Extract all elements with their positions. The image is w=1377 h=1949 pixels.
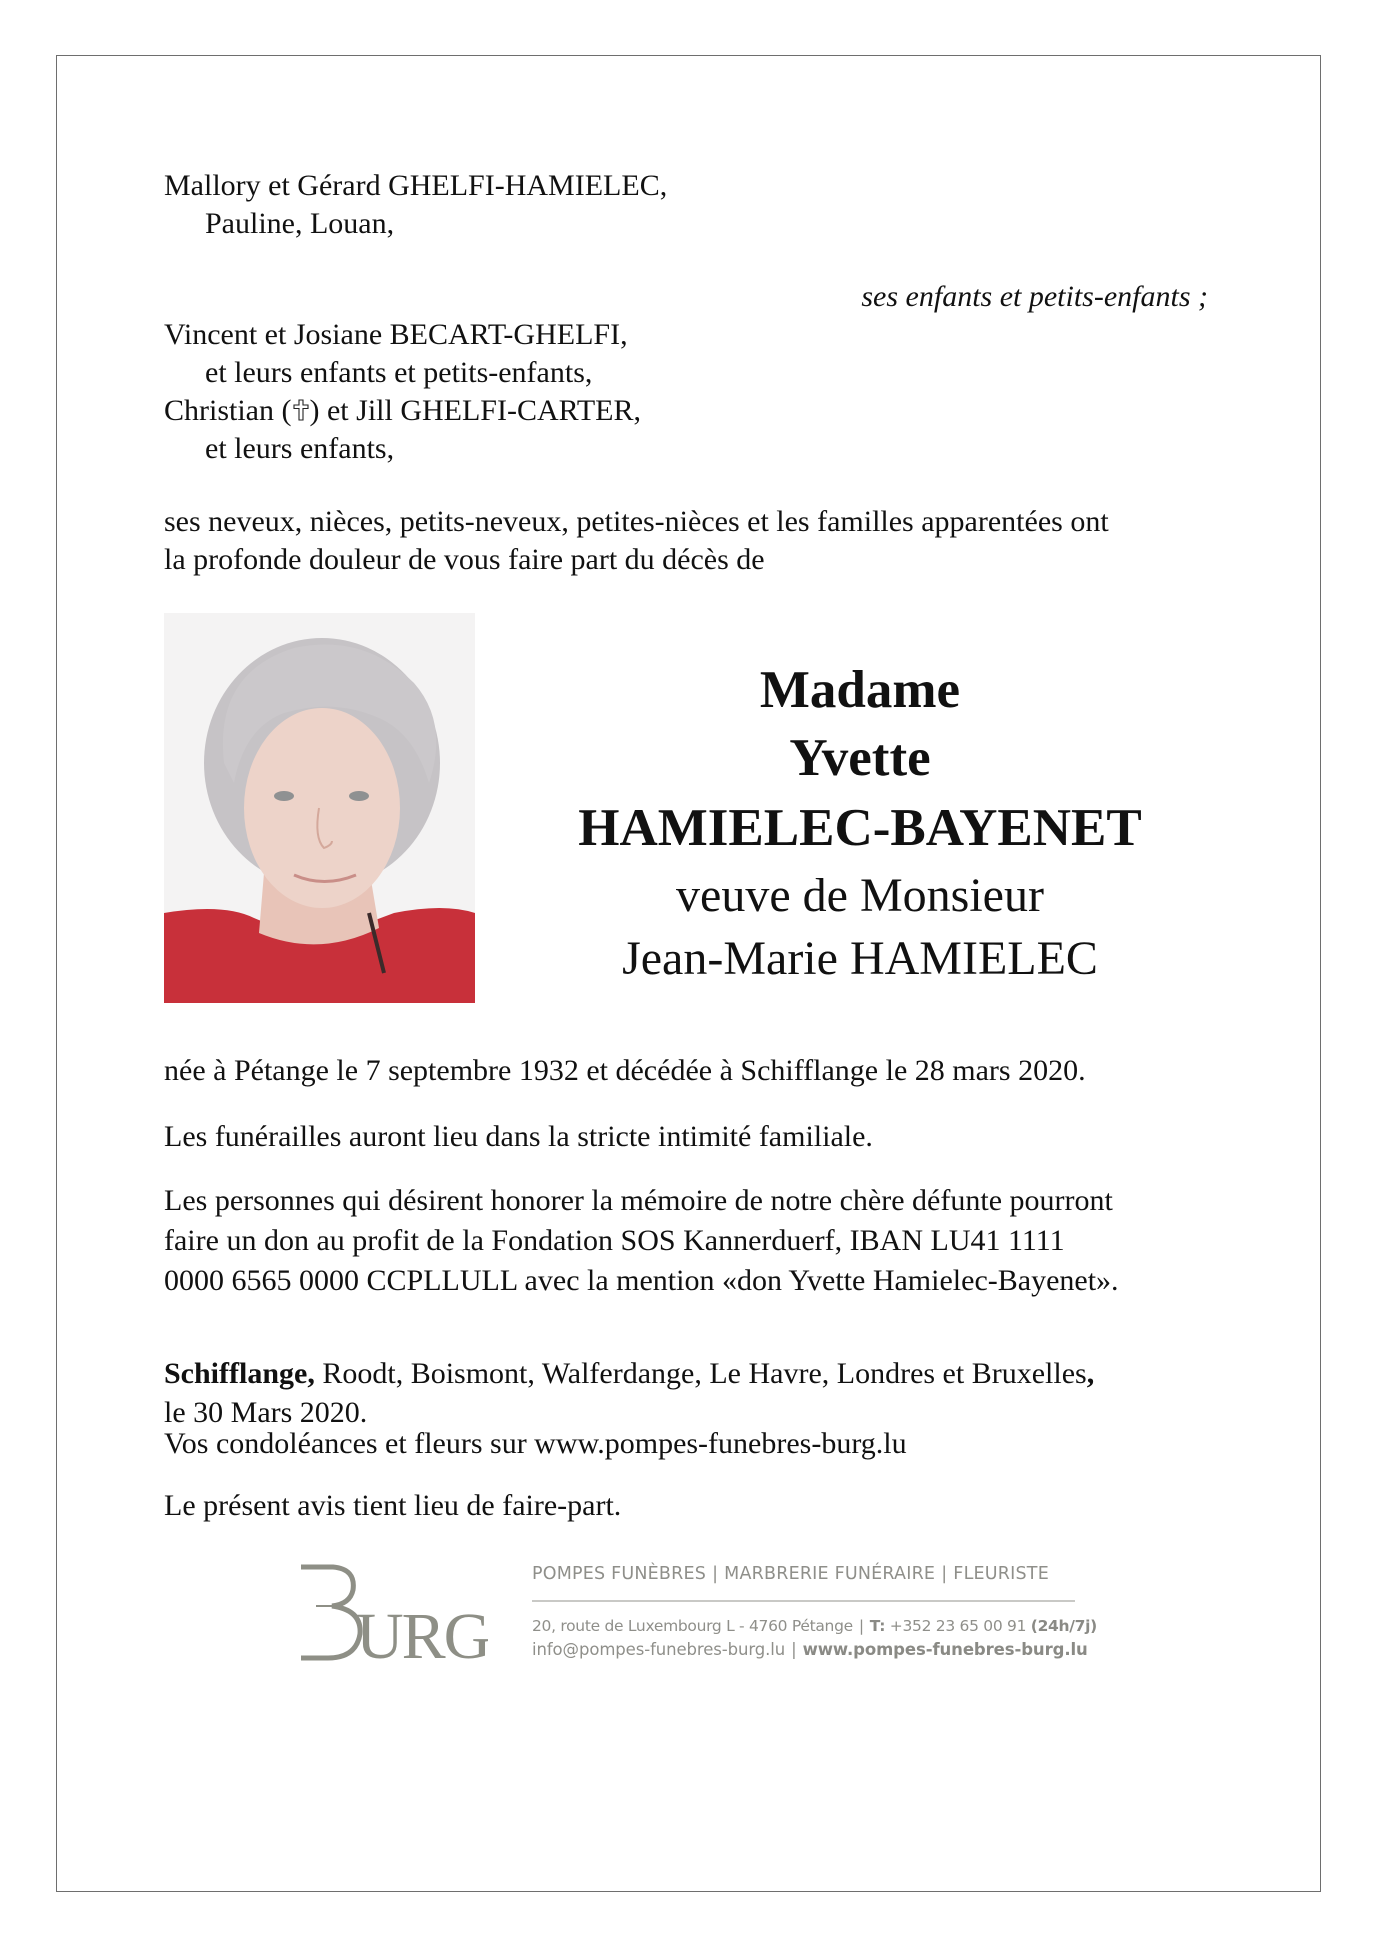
place-main: Schifflange, bbox=[164, 1357, 315, 1390]
deceased-photo bbox=[164, 613, 475, 1003]
footer-website[interactable]: www.pompes-funebres-burg.lu bbox=[802, 1640, 1088, 1659]
deceased-title: Madame bbox=[759, 661, 961, 719]
deceased-first-name: Yvette bbox=[789, 729, 931, 787]
funeral-line: Les funérailles auront lieu dans la stricte intimité familiale. bbox=[164, 1120, 873, 1153]
family-line-5-start: Christian ( bbox=[164, 394, 292, 427]
birth-death-line: née à Pétange le 7 septembre 1932 et décédée à Schifflange le 28 mars 2020. bbox=[164, 1054, 1086, 1087]
family-line-1: Mallory et Gérard GHELFI-HAMIELEC, bbox=[164, 169, 668, 202]
family-line-5 bbox=[164, 392, 641, 430]
relation-children: ses enfants et petits-enfants ; bbox=[861, 280, 1208, 313]
condolences-line[interactable]: Vos condoléances et fleurs sur www.pompes-funebres-burg.lu bbox=[164, 1427, 907, 1460]
separator: | bbox=[858, 1617, 864, 1635]
footer-address: 20, route de Luxembourg L - 4760 Pétange bbox=[532, 1617, 853, 1635]
burg-logo-text: URG bbox=[356, 1600, 488, 1662]
family-line-7: ses neveux, nièces, petits-neveux, petites-nièces et les familles apparentées ont bbox=[164, 505, 1109, 538]
family-line-6: et leurs enfants, bbox=[205, 432, 395, 465]
separator: | bbox=[941, 1564, 948, 1584]
family-line-2: Pauline, Louan, bbox=[205, 207, 395, 240]
service-marble: MARBRERIE FUNÉRAIRE bbox=[724, 1564, 936, 1584]
donation-line-2: faire un don au profit de la Fondation SOS Kannerduerf, IBAN LU41 1111 bbox=[164, 1224, 1065, 1257]
places-rest: Roodt, Boismont, Walferdange, Le Havre, Londres et Bruxelles bbox=[314, 1357, 1087, 1390]
family-line-3: Vincent et Josiane BECART-GHELFI, bbox=[164, 318, 628, 351]
notice-line: Le présent avis tient lieu de faire-part. bbox=[164, 1489, 622, 1522]
family-line-8: la profonde douleur de vous faire part du décès de bbox=[164, 543, 765, 576]
family-line-4: et leurs enfants et petits-enfants, bbox=[205, 356, 593, 389]
footer-phone[interactable]: +352 23 65 00 91 bbox=[889, 1617, 1027, 1635]
footer-divider bbox=[532, 1600, 1075, 1602]
phone-label: T: bbox=[869, 1617, 886, 1635]
footer-email[interactable]: info@pompes-funebres-burg.lu bbox=[532, 1640, 786, 1659]
deceased-surname: HAMIELEC-BAYENET bbox=[578, 799, 1142, 857]
footer-web-line bbox=[532, 1640, 1088, 1659]
donation-line-1: Les personnes qui désirent honorer la mémoire de notre chère défunte pourront bbox=[164, 1184, 1113, 1217]
footer-hours: (24h/7j) bbox=[1030, 1617, 1097, 1635]
burg-logo bbox=[298, 1562, 488, 1662]
burg-logo-mark bbox=[298, 1562, 488, 1662]
footer-contact-line bbox=[532, 1617, 1097, 1635]
places-line bbox=[164, 1355, 1094, 1393]
spouse-name: Jean-Marie HAMIELEC bbox=[622, 932, 1098, 985]
date-line: le 30 Mars 2020. bbox=[164, 1396, 368, 1429]
separator: | bbox=[791, 1640, 797, 1659]
family-line-5-end: ) et Jill GHELFI-CARTER, bbox=[309, 394, 642, 427]
service-florist: FLEURISTE bbox=[953, 1564, 1049, 1584]
separator: | bbox=[712, 1564, 719, 1584]
portrait-illustration bbox=[164, 613, 475, 1003]
donation-line-3: 0000 6565 0000 CCPLLULL avec la mention «don Yvette Hamielec-Bayenet». bbox=[164, 1264, 1119, 1297]
widow-line: veuve de Monsieur bbox=[676, 869, 1044, 922]
footer-services bbox=[532, 1564, 1049, 1584]
places-comma: , bbox=[1086, 1357, 1095, 1390]
service-funeral: POMPES FUNÈBRES bbox=[532, 1564, 707, 1584]
deceased-cross-icon bbox=[293, 393, 309, 415]
